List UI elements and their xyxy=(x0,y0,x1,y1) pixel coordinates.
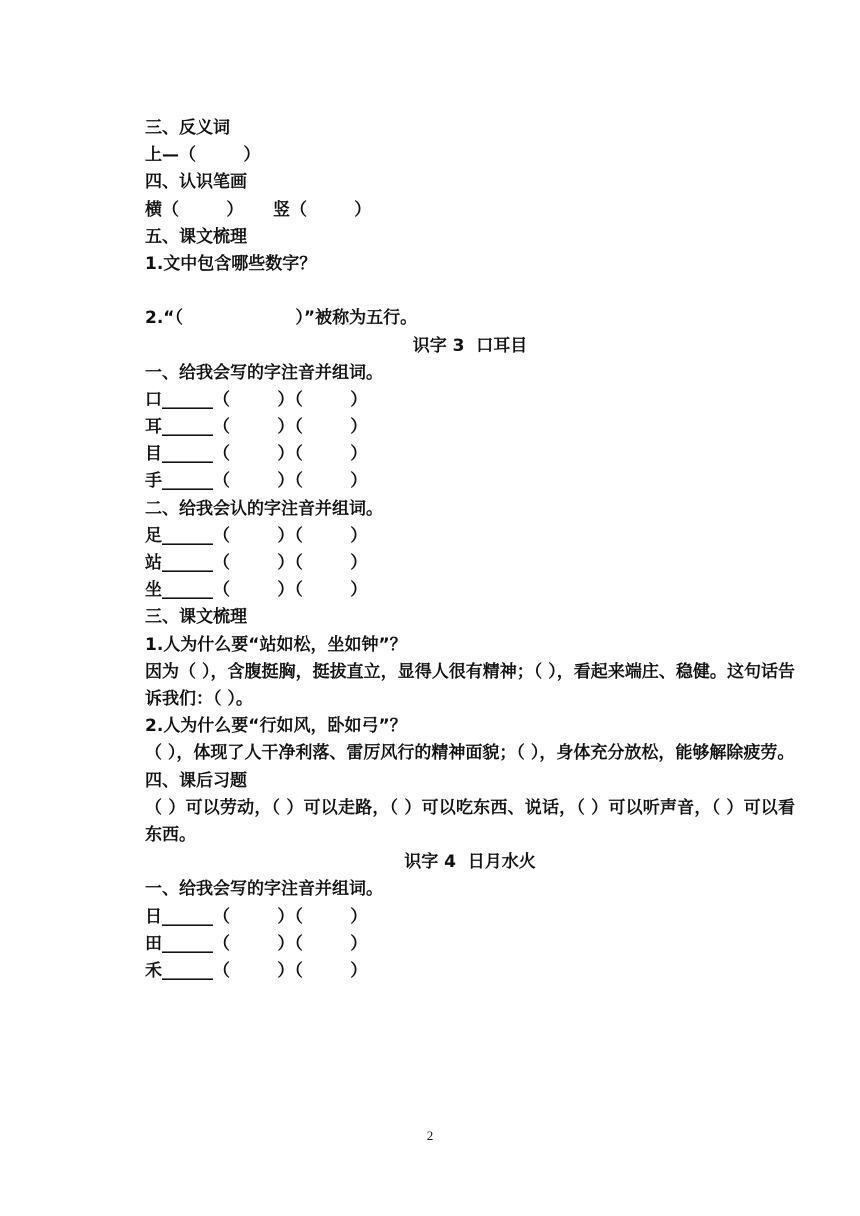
section-heading: 四、认识笔画 xyxy=(145,172,247,193)
paragraph: （ ）可以劳动，（ ）可以走路，（ ）可以吃东西、说话，（ ）可以听声音，（ ）可以看东西。 xyxy=(145,797,795,845)
lesson-title: 识字 3 口耳目 xyxy=(412,335,528,356)
exercise-line: 田______（ ）（ ） xyxy=(145,933,368,954)
exercise-line: 上—（ ） xyxy=(145,145,261,166)
exercise-line: 站______（ ）（ ） xyxy=(145,553,368,573)
exercise-line: 横（ ） 竖（ ） xyxy=(145,199,372,220)
question-line: 1.文中包含哪些数字？ xyxy=(145,253,317,274)
paragraph: 因为（ ），含腹挺胸，挺拔直立，显得人很有精神；（ ），看起来端庄、稳健。这句话告诉我们：（ ）。 xyxy=(145,661,795,709)
section-heading: 五、课文梳理 xyxy=(145,226,247,247)
lesson-title: 识字 4 日月水火 xyxy=(404,852,536,873)
exercise-line: 禾______（ ）（ ） xyxy=(145,960,368,981)
section-heading: 三、反义词 xyxy=(145,118,230,138)
question-line: 1.人为什么要“站如松，坐如钟”？ xyxy=(145,634,407,655)
paragraph: （ ），体现了人干净利落、雷厉风行的精神面貌；（ ），身体充分放松，能够解除疲劳。 xyxy=(145,743,795,764)
page-number: 2 xyxy=(426,1128,434,1143)
worksheet-content xyxy=(145,115,795,985)
section-heading: 一、给我会写的字注音并组词。 xyxy=(145,879,383,900)
answer-space xyxy=(145,278,795,305)
exercise-line: 手______（ ）（ ） xyxy=(145,471,368,492)
question-line: 2.“（ ）”被称为五行。 xyxy=(145,308,418,329)
exercise-line: 口______（ ）（ ） xyxy=(145,389,368,410)
exercise-line: 耳______（ ）（ ） xyxy=(145,417,368,438)
section-heading: 四、课后习题 xyxy=(145,770,247,791)
section-heading: 一、给我会写的字注音并组词。 xyxy=(145,362,383,383)
exercise-line: 坐______（ ）（ ） xyxy=(145,580,368,601)
section-heading: 二、给我会认的字注音并组词。 xyxy=(145,498,383,519)
exercise-line: 目______（ ）（ ） xyxy=(145,444,368,465)
exercise-line: 足______（ ）（ ） xyxy=(145,525,368,546)
question-line: 2.人为什么要“行如风，卧如弓”？ xyxy=(145,716,407,737)
exercise-line: 日______（ ）（ ） xyxy=(145,906,368,927)
section-heading: 三、课文梳理 xyxy=(145,607,247,628)
